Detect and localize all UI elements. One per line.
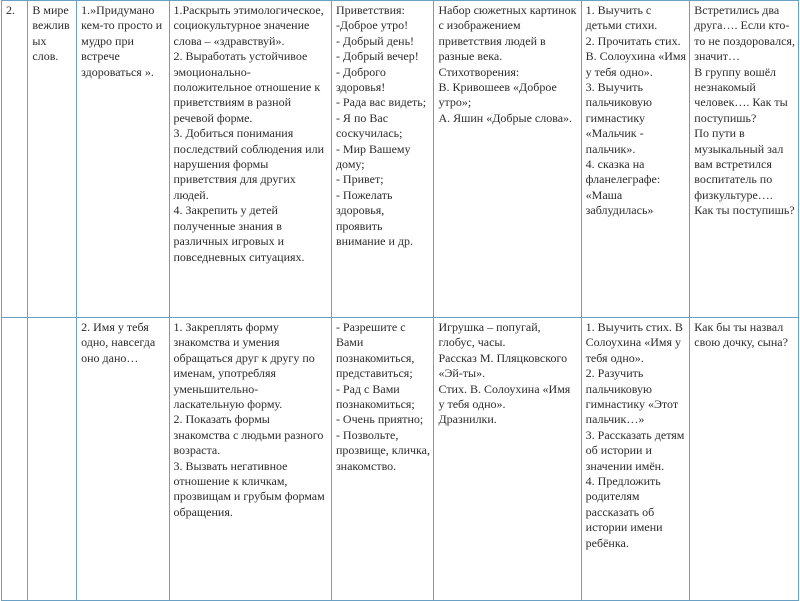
preliminary-work-cell: 1. Выучить с детьми стихи. 2. Прочитать стих. В. Солоухина «Имя у тебя одно». 3. Выучить пальчиковую гимнастику «Мальчик - пальчик». 4. сказка на фланелеграфе: «Маша заблудилась» bbox=[581, 1, 690, 318]
theme-cell bbox=[28, 318, 77, 601]
row-number-cell bbox=[2, 318, 28, 601]
problem-situation-cell: Как бы ты назвал свою дочку, сына? bbox=[690, 318, 799, 601]
materials-cell: Игрушка – попугай, глобус, часы. Рассказ М. Пляцковского «Эй-ты». Стих. В. Солоухина «Имя у тебя одно». Дразнилки. bbox=[434, 318, 581, 601]
table-row bbox=[2, 318, 799, 601]
problem-situation-cell: Встретились два друга…. Если кто-то не поздоровался, значит… В группу вошёл незнакомый человек…. Как ты поступишь? По пути в музыкальный зал вам встретился воспитатель по физкультуре…. Как ты поступишь? bbox=[690, 1, 799, 318]
table-row bbox=[2, 1, 799, 318]
lesson-plan-table bbox=[1, 0, 799, 601]
speech-material-cell: - Разрешите с Вами познакомиться, представиться; - Рад с Вами познакомиться; - Очень приятно; - Позвольте, прозвище, кличка, знакомство. bbox=[331, 318, 434, 601]
theme-cell: В мире вежливых слов. bbox=[28, 1, 77, 318]
materials-cell: Набор сюжетных картинок с изображением приветствия людей в разные века. Стихотворения: В. Кривошеев «Доброе утро»; А. Яшин «Добрые слова». bbox=[434, 1, 581, 318]
goals-cell: 1. Закреплять форму знакомства и умения обращаться друг к другу по именам, употребляя уменьшительно-ласкательную форму. 2. Показать формы знакомства с людьми разного возраста. 3. Вызвать негативное отношение к кличкам, прозвищам и грубым формам обращения. bbox=[169, 318, 331, 601]
lesson-title-cell: 2. Имя у тебя одно, навсегда оно дано… bbox=[77, 318, 169, 601]
row-number-cell: 2. bbox=[2, 1, 28, 318]
speech-material-cell: Приветствия: -Доброе утро! - Добрый день! - Добрый вечер! - Доброго здоровья! - Рада вас видеть; - Я по Вас соскучилась; - Мир Вашему дому; - Привет; - Пожелать здоровья, проявить внимание и др. bbox=[331, 1, 434, 318]
lesson-title-cell: 1.»Придумано кем-то просто и мудро при встрече здороваться ». bbox=[77, 1, 169, 318]
goals-cell: 1.Раскрыть этимологическое, социокультурное значение слова – «здравствуй». 2. Выработать устойчивое эмоционально-положительное отношение к приветствиям в разной речевой форме. 3. Добиться понимания последствий соблюдения или нарушения формы приветствия для других людей. 4. Закрепить у детей полученные знания в различных игровых и повседневных ситуациях. bbox=[169, 1, 331, 318]
preliminary-work-cell: 1. Выучить стих. В Солоухина «Имя у тебя одно». 2. Разучить пальчиковую гимнастику «Этот пальчик…» 3. Рассказать детям об истории и значении имён. 4. Предложить родителям рассказать об истории имени ребёнка. bbox=[581, 318, 690, 601]
